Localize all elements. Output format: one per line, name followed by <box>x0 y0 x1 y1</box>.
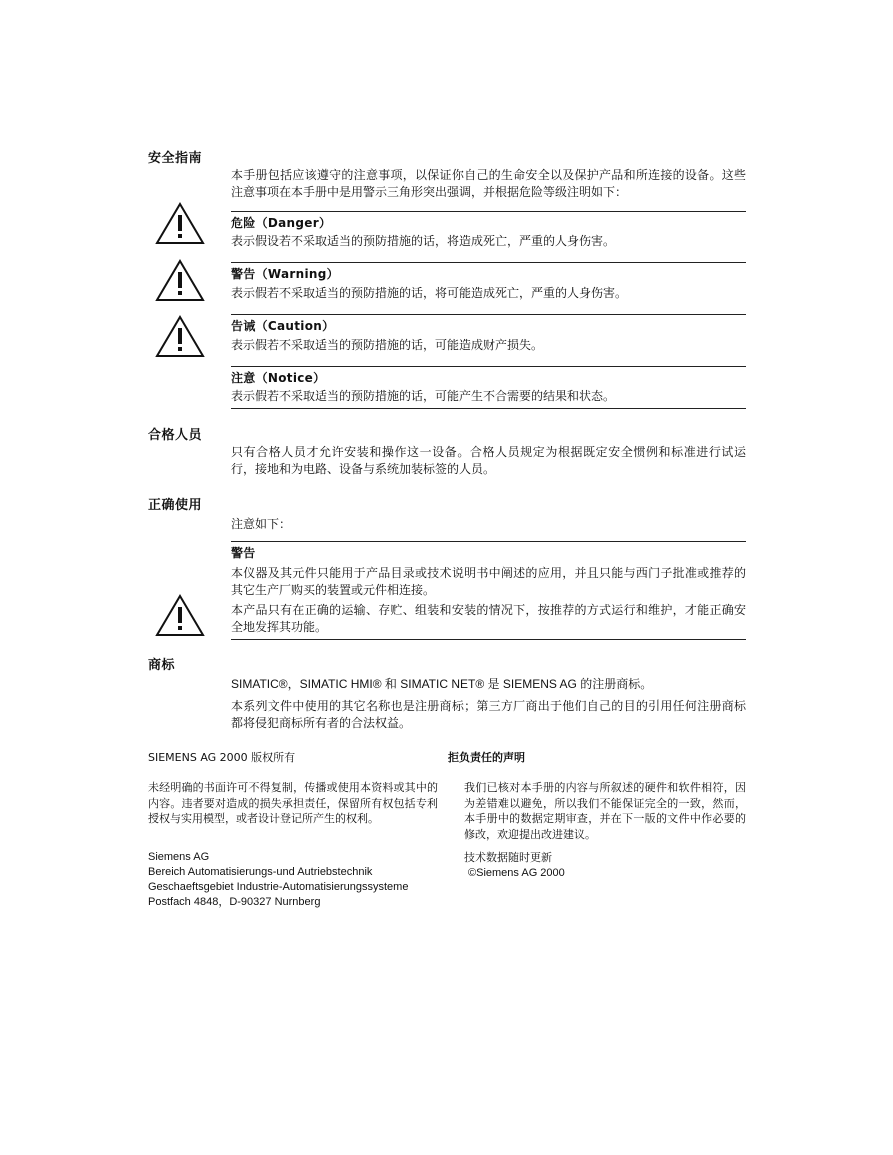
safety-intro: 本手册包括应该遵守的注意事项，以保证你自己的生命安全以及保护产品和所连接的设备。这些注意事项在本手册中是用警示三角形突出强调，并根据危险等级注明如下： <box>231 168 746 199</box>
disclaimer-note-block <box>464 850 565 881</box>
disclaimer-heading: 拒负责任的声明 <box>448 751 525 764</box>
warning-title: 警告（Warning） <box>231 267 339 281</box>
notice-text: 表示假若不采取适当的预防措施的话，可能产生不合需要的结果和状态。 <box>231 389 616 403</box>
trademarks-line1: SIMATIC®，SIMATIC HMI® 和 SIMATIC NET® 是 SIEMENS AG 的注册商标。 <box>231 677 653 691</box>
warning-triangle-icon <box>154 258 206 303</box>
notice-title: 注意（Notice） <box>231 371 326 385</box>
divider <box>231 408 746 409</box>
correct-use-para2: 本产品只有在正确的运输、存贮、组装和安装的情况下，按推荐的方式运行和维护，才能正确安全地发挥其功能。 <box>231 603 746 634</box>
divider <box>231 639 746 640</box>
divider <box>231 366 746 367</box>
correct-use-intro: 注意如下： <box>231 517 292 531</box>
warning-triangle-icon <box>154 593 206 638</box>
qualified-heading: 合格人员 <box>148 428 203 443</box>
disclaimer-copyright: ©Siemens AG 2000 <box>468 866 565 879</box>
qualified-text: 只有合格人员才允许安装和操作这一设备。合格人员规定为根据既定安全惯例和标准进行试运行，接地和为电路、设备与系统加装标签的人员。 <box>231 445 746 476</box>
copyright-heading: SIEMENS AG 2000 版权所有 <box>148 751 296 764</box>
divider <box>231 262 746 263</box>
correct-use-para1: 本仪器及其元件只能用于产品目录或技术说明书中阐述的应用，并且只能与西门子批准或推荐的其它生产厂购买的装置或元件相连接。 <box>231 566 746 597</box>
disclaimer-note: 技术数据随时更新 <box>464 851 552 864</box>
warning-triangle-icon <box>154 314 206 359</box>
correct-use-warning-title: 警告 <box>231 546 256 560</box>
divider <box>231 211 746 212</box>
trademarks-line2: 本系列文件中使用的其它名称也是注册商标；第三方厂商出于他们自己的目的引用任何注册商标都将侵犯商标所有者的合法权益。 <box>231 699 746 730</box>
warning-text: 表示假若不采取适当的预防措施的话，将可能造成死亡，严重的人身伤害。 <box>231 286 628 300</box>
address-line: Postfach 4848，D-90327 Nurnberg <box>148 896 321 908</box>
danger-title: 危险（Danger） <box>231 216 332 230</box>
danger-text: 表示假设若不采取适当的预防措施的话，将造成死亡，严重的人身伤害。 <box>231 234 616 248</box>
warning-triangle-icon <box>154 201 206 246</box>
address-line: Siemens AG <box>148 851 210 863</box>
safety-heading: 安全指南 <box>148 151 203 166</box>
caution-title: 告诫（Caution） <box>231 319 335 333</box>
correct-use-heading: 正确使用 <box>148 498 203 513</box>
address-line: Bereich Automatisierungs-und Autriebstechnik <box>148 866 373 878</box>
disclaimer-text: 我们已核对本手册的内容与所叙述的硬件和软件相符，因为差错难以避免，所以我们不能保证完全的一致，然而，本手册中的数据定期审查，并在下一版的文件中作必要的修改，欢迎提出改进建议。 <box>464 781 746 841</box>
divider <box>231 314 746 315</box>
trademarks-heading: 商标 <box>148 658 176 673</box>
copyright-text: 未经明确的书面许可不得复制，传播或使用本资料或其中的内容。违者要对造成的损失承担责任，保留所有权包括专利授权与实用模型，或者设计登记所产生的权利。 <box>148 781 438 825</box>
address-line: Geschaeftsgebiet Industrie-Automatisierungssysteme <box>148 881 409 893</box>
address-block <box>148 850 408 910</box>
divider <box>231 541 746 542</box>
caution-text: 表示假若不采取适当的预防措施的话，可能造成财产损失。 <box>231 338 544 352</box>
